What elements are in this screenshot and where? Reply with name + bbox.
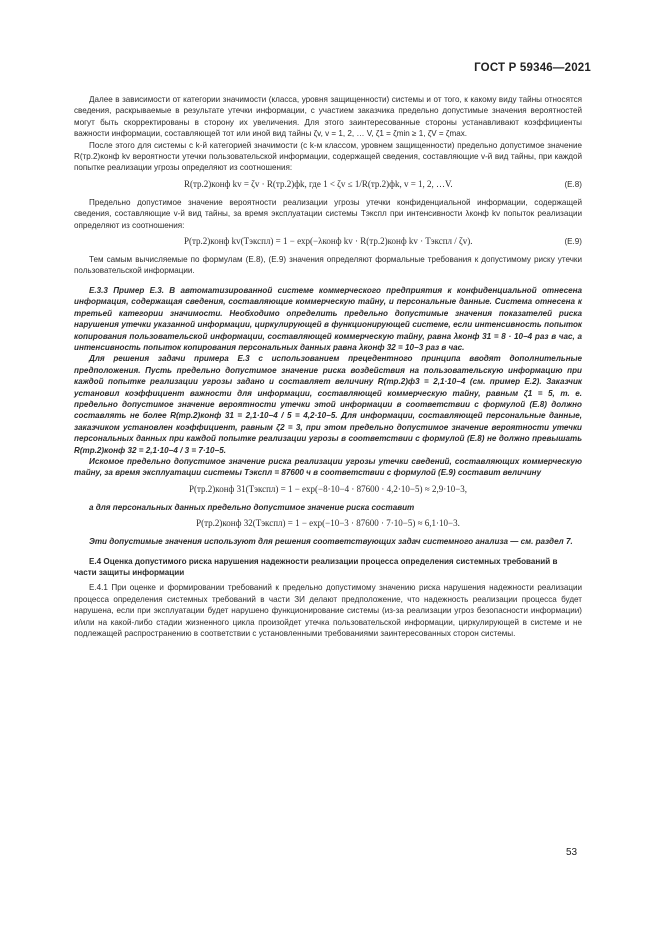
paragraph-2: После этого для системы с k-й категорией значимости (с k-м классом, уровнем защищенности) предельно допустимое значение R(тр.2)конф kv вероятности утечки пользовательской информации, содержащей сведения, составляющие v-й вид тайны, при каждой попытке реализации угрозы определяют из соотношения: [74, 140, 582, 173]
assumptions-paragraph: Для решения задачи примера Е.3 с использованием прецедентного принципа вводят дополнительные предположения. Пусть предельно допустимое значение риска воздействия на пользовательскую информацию при каждой попытке реализации угрозы задано и составляет величину R(тр.2)ф3 = 2,1·10−4 (см. пример Е.2). Заказчик установил коэффициент важности для информации, составляющей коммерческую тайну, равным ζ1 = 5, т. е. предельно допустимое значение вероятности утечки этой информации в соответствии с формулой (Е.8) должно составлять не более R(тр.2)конф 31 = 2,1·10−4 / 5 = 4,2·10−5. Для информации, составляющей персональные данные, заказчиком установлен коэффициент, равным ζ2 = 3, при этом предельно допустимое значение вероятности утечки персональных данных при каждой попытке реализации угрозы в соответствии с формулой (Е.8) не должно превышать R(тр.2)конф 32 = 2,1·10−4 / 3 = 7·10−5. [74, 354, 582, 455]
equation-example-2-formula: P(тр.2)конф 32(Tэкспл) = 1 − exp(−10−3 · 87600 · 7·10−5) ≈ 6,1·10−3. [196, 518, 460, 529]
paragraph-4: Тем самым вычисляемые по формулам (Е.8), (Е.9) значения определяют формальные требования к допустимому риску утечки пользовательской информации. [74, 255, 582, 276]
standard-header: ГОСТ Р 59346—2021 [474, 62, 591, 74]
equation-e9-formula: P(тр.2)конф kv(Tэкспл) = 1 − exp(−λконф kv · R(тр.2)конф kv · Tэкспл / ζv). [184, 236, 473, 247]
equation-example-1 [74, 479, 582, 502]
personal-data-paragraph: а для персональных данных предельно допустимое значение риска составит [89, 502, 415, 512]
paragraph-1: Далее в зависимости от категории значимости (класса, уровня защищенности) системы и от того, к какому виду тайны относятся сведения, раскрываемые в результате утечки информации, с участием заказчика предельно допустимые значения вероятностей могут быть скорректированы в сторону их увеличения. Для этого заинтересованные стороны устанавливают коэффициенты важности информации, составляющей тот или иной вид тайны ζv, v = 1, 2, … V, ζ1 = ζmin ≥ 1, ζV = ζmax. [74, 95, 582, 139]
paragraph-3: Предельно допустимое значение вероятности реализации угрозы утечки конфиденциальной информации, содержащей сведения, составляющие v-й вид тайны, за время эксплуатации системы Tэкспл при интенсивности λконф kv попыток реализации определяют из соотношения: [74, 197, 582, 230]
equation-e9-number: (Е.9) [564, 237, 582, 247]
conclusion-paragraph: Эти допустимые значения используют для решения соответствующих задач системного анализа — см. раздел 7. [89, 537, 573, 547]
example-paragraph: Е.3.3 Пример Е.3. В автоматизированной системе коммерческого предприятия к конфиденциальной отнесена информация, содержащая сведения, составляющие коммерческую тайну, и персональные данные. Система отнесена к третьей категории значимости. Необходимо определить предельно допустимые значения показателей риска нарушения утечки указанной информации, циркулирующей в функционирующей системе, если интенсивность попыток копирования пользовательской информации, составляющей коммерческую тайну, равна λконф 31 = 8 · 10−4 раз в час, а интенсивность попыток копирования персональных данных равна λконф 32 = 10−3 раз в час. [74, 285, 582, 352]
page-content [74, 94, 582, 639]
paragraph-e41: Е.4.1 При оценке и формировании требований к предельно допустимому значению риска нарушения надежности реализации процесса определения системных требований в части ЗИ делают предположение, что надежность реализации процесса будет нарушена, если при эксплуатации будет нарушено функционирование системы (из-за реализации угроз безопасности информации) и/или на какой-либо стадии жизненного цикла произойдет утечка пользовательской информации, циркулирующей в системе и не подлежащей распространению в соответствии с установленными требованиями заинтересованных сторон системы. [74, 583, 582, 639]
equation-example-2 [74, 513, 582, 536]
equation-e8-formula: R(тр.2)конф kv = ζv · R(тр.2)фk, где 1 < ζv ≤ 1/R(тр.2)фk, v = 1, 2, …V. [184, 178, 453, 189]
equation-example-1-formula: P(тр.2)конф 31(Tэкспл) = 1 − exp(−8·10−4 · 87600 · 4,2·10−5) ≈ 2,9·10−3, [188, 483, 468, 494]
equation-e8-number: (Е.8) [564, 179, 582, 189]
equation-e8 [74, 174, 582, 197]
page-number: 53 [566, 847, 578, 858]
section-heading: Е.4 Оценка допустимого риска нарушения надежности реализации процесса определения системных требований в части защиты информации [74, 556, 558, 577]
equation-e9 [74, 231, 582, 254]
result-intro-paragraph: Искомое предельно допустимое значение риска реализации угрозы утечки сведений, составляющих коммерческую тайну, за время эксплуатации системы Tэкспл = 87600 ч в соответствии с формулой (Е.9) составит величину [74, 456, 582, 478]
